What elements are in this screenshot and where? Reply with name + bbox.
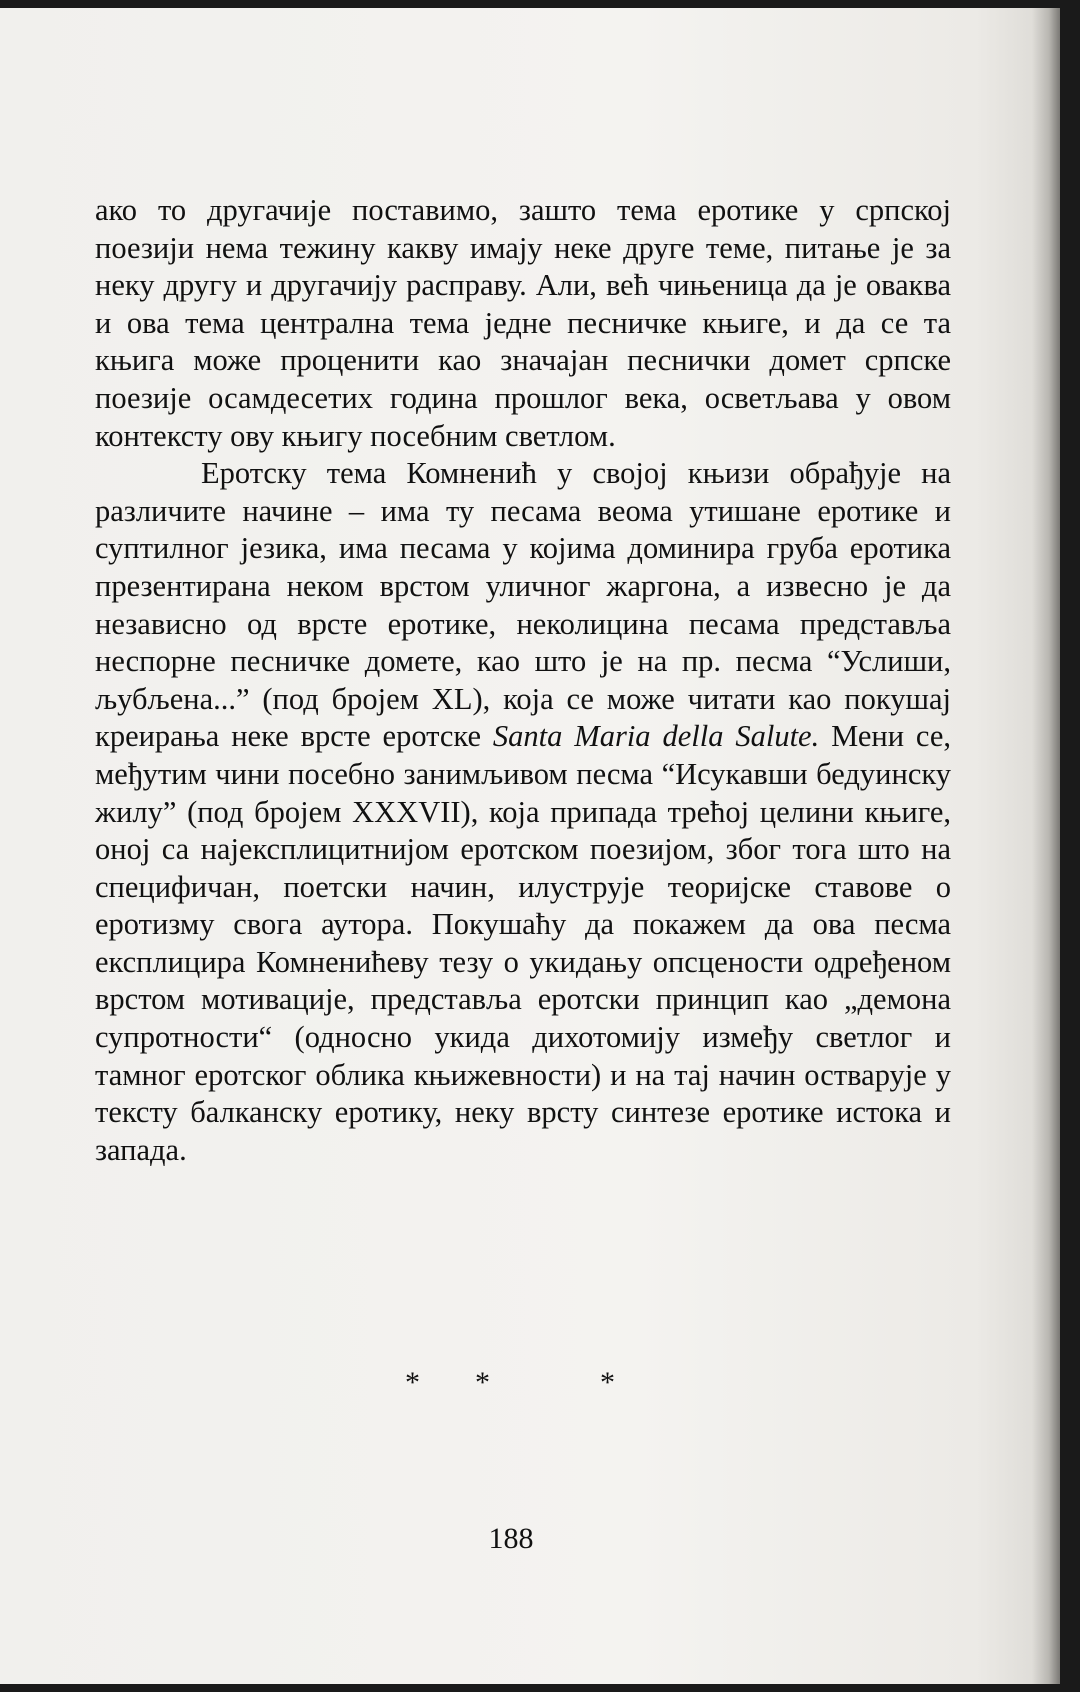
- book-page: [0, 8, 1060, 1684]
- italic-title: Santa Maria della Salute.: [492, 719, 820, 754]
- separator-star-2: *: [475, 1366, 490, 1399]
- paragraph-2: [95, 455, 951, 1169]
- separator-star-1: *: [405, 1366, 420, 1399]
- paragraph-2-part-2: Мени се, међутим чини посебно занимљивом песма “Исукавши бедуинску жилу” (под бројем XXXVII), која припада трећој целини књиге, оној са најексплицитнијом еротском поезијом, због тога што на специфичан, поетски начин, илуструје теоријске ставове о еротизму свога аутора. Покушаћу да покажем да ова песма експлицира Комненићеву тезу о укидању опсцености одређеном врстом мотивације, представља еротски принцип као „демона супротности“ (односно укида дихотомију између светлог и тамног еротског облика књижевности) и на тај начин остварује у тексту балканску еротику, неку врсту синтезе еротике истока и запада.: [95, 719, 952, 1167]
- page-edge-shadow: [1032, 8, 1060, 1684]
- paragraph-1: ако то другачије поставимо, зашто тема еротике у српској поезији нема тежину какву имају неке друге теме, питање је за неку другу и другачију расправу. Али, већ чињеница да је оваква и ова тема централна тема једне песничке књиге, и да се та књига може проценити као значајан песнички домет српске поезије осамдесетих година прошлог века, осветљава у овом контексту ову књигу посебним светлом.: [95, 193, 951, 453]
- page-number: 188: [488, 1522, 534, 1555]
- separator-star-3: *: [600, 1366, 615, 1399]
- body-text: [95, 192, 951, 1169]
- paragraph-2-part-1: Еротску тема Комненић у својој књизи обрађује на различите начине – има ту песама веома утишане еротике и суптилног језика, има песама у којима доминира груба еротика презентирана неком врстом уличног жаргона, а извесно је да независно од врсте еротике, неколицина песама представља неспорне песничке домете, као што је на пр. песма “Услиши, љубљена...” (под бројем XL), која се може читати као покушај креирања неке врсте еротске: [95, 456, 951, 754]
